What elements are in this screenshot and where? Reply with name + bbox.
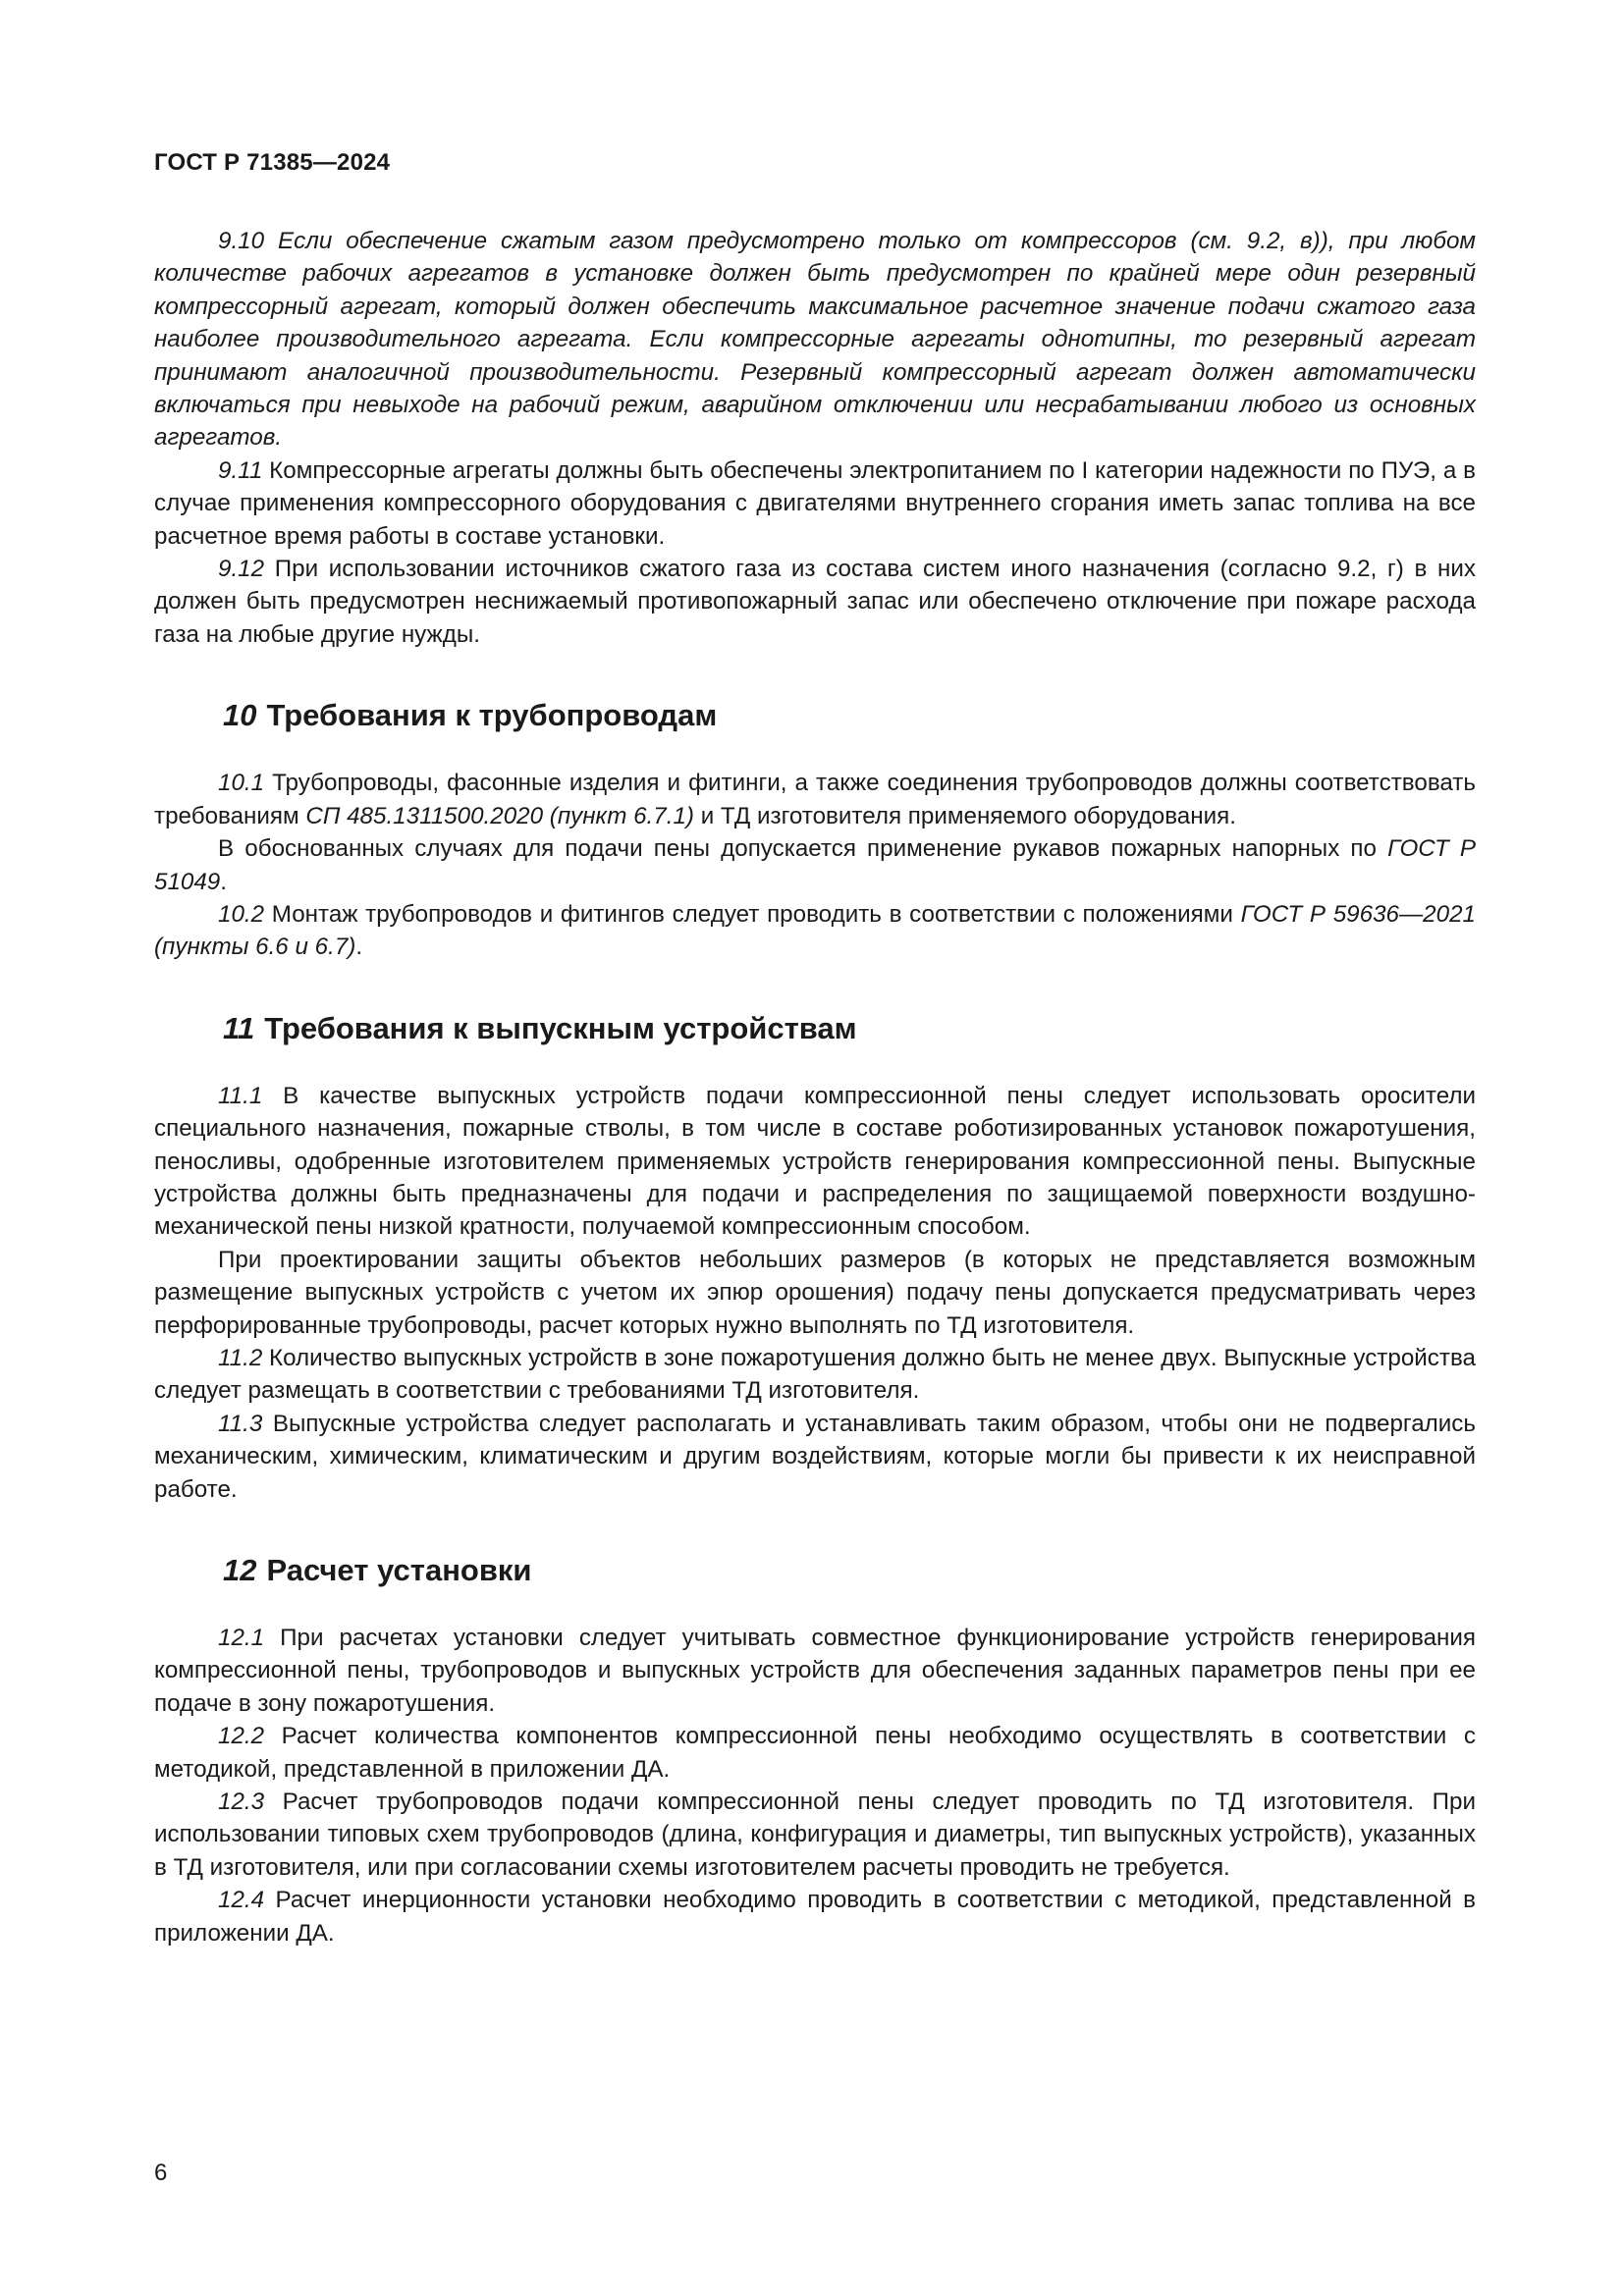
clause-number: 12.1 [218, 1625, 265, 1651]
clause-number: 10.1 [218, 770, 265, 797]
clause-number: 11.2 [218, 1344, 263, 1371]
clause-number: 12.2 [218, 1723, 265, 1750]
paragraph-11-3 [154, 1408, 1476, 1506]
paragraph-12-1 [154, 1622, 1476, 1720]
paragraph-12-2 [154, 1720, 1476, 1786]
clause-number: 12.4 [218, 1887, 265, 1914]
section-number: 10 [223, 698, 257, 733]
page-content [154, 225, 1476, 1949]
clause-number: 11.1 [218, 1082, 263, 1109]
paragraph-text: и ТД изготовителя применяемого оборудования. [693, 802, 1236, 829]
paragraph-text: При использовании источников сжатого газа из состава систем иного назначения (согласно 9.2, г) в них должен быть предусмотрен неснижаемый противопожарный запас или обеспечено отключение при пожаре расхода газа на любые другие нужды. [154, 556, 1476, 648]
section-10-heading [154, 698, 1476, 733]
standard-reference: СП 485.1311500.2020 (пункт 6.7.1) [305, 802, 694, 829]
paragraph-text: . [355, 934, 363, 961]
page-number: 6 [154, 2160, 168, 2186]
standard-reference: ГОСТ Р 59636—2021 (пункты 6.6 и 6.7) [154, 900, 1476, 961]
paragraph-text: При проектировании защиты объектов небольших размеров (в которых не представляется возможным размещение выпускных устройств с учетом их эпюр орошения) подачу пены допускается предусматривать через перфорированные трубопроводы, расчет которых нужно выполнять по ТД изготовителя. [154, 1246, 1476, 1339]
paragraph-11-1-cont [154, 1244, 1476, 1342]
paragraph-11-1 [154, 1080, 1476, 1244]
paragraph-text: Компрессорные агрегаты должны быть обеспечены электропитанием по I категории надежности по ПУЭ, а в случае применения компрессорного оборудования с двигателями внутреннего сгорания иметь запас топлива на все расчетное время работы в составе установки. [154, 456, 1476, 550]
paragraph-text: Расчет инерционности установки необходимо проводить в соответствии с методикой, представленной в приложении ДА. [154, 1887, 1476, 1947]
paragraph-text: Количество выпускных устройств в зоне пожаротушения должно быть не менее двух. Выпускные устройства следует размещать в соответствии с требованиями ТД изготовителя. [154, 1344, 1476, 1405]
section-number: 11 [223, 1010, 255, 1045]
paragraph-9-10 [154, 225, 1476, 454]
paragraph-text: В обоснованных случаях для подачи пены допускается применение рукавов пожарных напорных по [218, 835, 1388, 863]
paragraph-text: Выпускные устройства следует располагать и устанавливать таким образом, чтобы они не подвергались механическим, химическим, климатическим и другим воздействиям, которые могли бы привести к их неисправной работе. [154, 1410, 1476, 1503]
paragraph-12-4 [154, 1884, 1476, 1949]
section-title: Требования к выпускным устройствам [264, 1010, 857, 1045]
clause-number: 11.3 [218, 1410, 263, 1437]
section-title: Расчет установки [266, 1553, 532, 1587]
paragraph-text: Расчет количества компонентов компрессионной пены необходимо осуществлять в соответствии с методикой, представленной в приложении ДА. [154, 1723, 1476, 1783]
clause-number: 10.2 [218, 900, 265, 928]
paragraph-9-10-text: 9.10 Если обеспечение сжатым газом предусмотрено только от компрессоров (см. 9.2, в)), при любом количестве рабочих агрегатов в установке должен быть предусмотрен по крайней мере один резервный компрессорный агрегат, который должен обеспечить максимальное расчетное значение подачи сжатого газа наиболее производительного агрегата. Если компрессорные агрегаты однотипны, то резервный агрегат принимают аналогичной производительности. Резервный компрессорный агрегат должен автоматически включаться при невыходе на рабочий режим, аварийном отключении или несрабатывании любого из основных агрегатов. [154, 228, 1476, 452]
paragraph-10-1 [154, 767, 1476, 832]
section-12-heading [154, 1553, 1476, 1588]
paragraph-text: Расчет трубопроводов подачи компрессионной пены следует проводить по ТД изготовителя. При использовании типовых схем трубопроводов (длина, конфигурация и диаметры, тип выпускных устройств), указанных в ТД изготовителя, или при согласовании схемы изготовителем расчеты проводить не требуется. [154, 1789, 1476, 1881]
paragraph-9-11 [154, 454, 1476, 553]
paragraph-10-2 [154, 898, 1476, 964]
paragraph-text: В качестве выпускных устройств подачи компрессионной пены следует использовать оросители специального назначения, пожарные стволы, в том числе в составе роботизированных установок пожаротушения, пеносливы, одобренные изготовителем применяемых устройств генерирования компрессионной пены. Выпускные устройства должны быть предназначены для подачи и распределения по защищаемой поверхности воздушно-механической пены низкой кратности, получаемой компрессионным способом. [154, 1082, 1476, 1241]
paragraph-12-3 [154, 1786, 1476, 1884]
section-title: Требования к трубопроводам [266, 698, 718, 733]
paragraph-9-12 [154, 553, 1476, 651]
standard-reference: ГОСТ Р 51049 [154, 835, 1476, 895]
clause-number: 9.12 [218, 556, 265, 583]
paragraph-text: Трубопроводы, фасонные изделия и фитинги, а также соединения трубопроводов должны соответствовать требованиям [154, 770, 1476, 829]
clause-number: 12.3 [218, 1789, 265, 1816]
paragraph-text: Монтаж трубопроводов и фитингов следует проводить в соответствии с положениями [264, 900, 1241, 928]
paragraph-10-1-note [154, 832, 1476, 898]
document-code: ГОСТ Р 71385—2024 [154, 149, 391, 176]
paragraph-text: . [220, 868, 227, 895]
paragraph-11-2 [154, 1342, 1476, 1408]
clause-number: 9.11 [218, 456, 263, 484]
section-11-heading [154, 1011, 1476, 1046]
paragraph-text: При расчетах установки следует учитывать совместное функционирование устройств генерирования компрессионной пены, трубопроводов и выпускных устройств для обеспечения заданных параметров пены при ее подаче в зону пожаротушения. [154, 1625, 1476, 1717]
section-number: 12 [223, 1553, 257, 1587]
